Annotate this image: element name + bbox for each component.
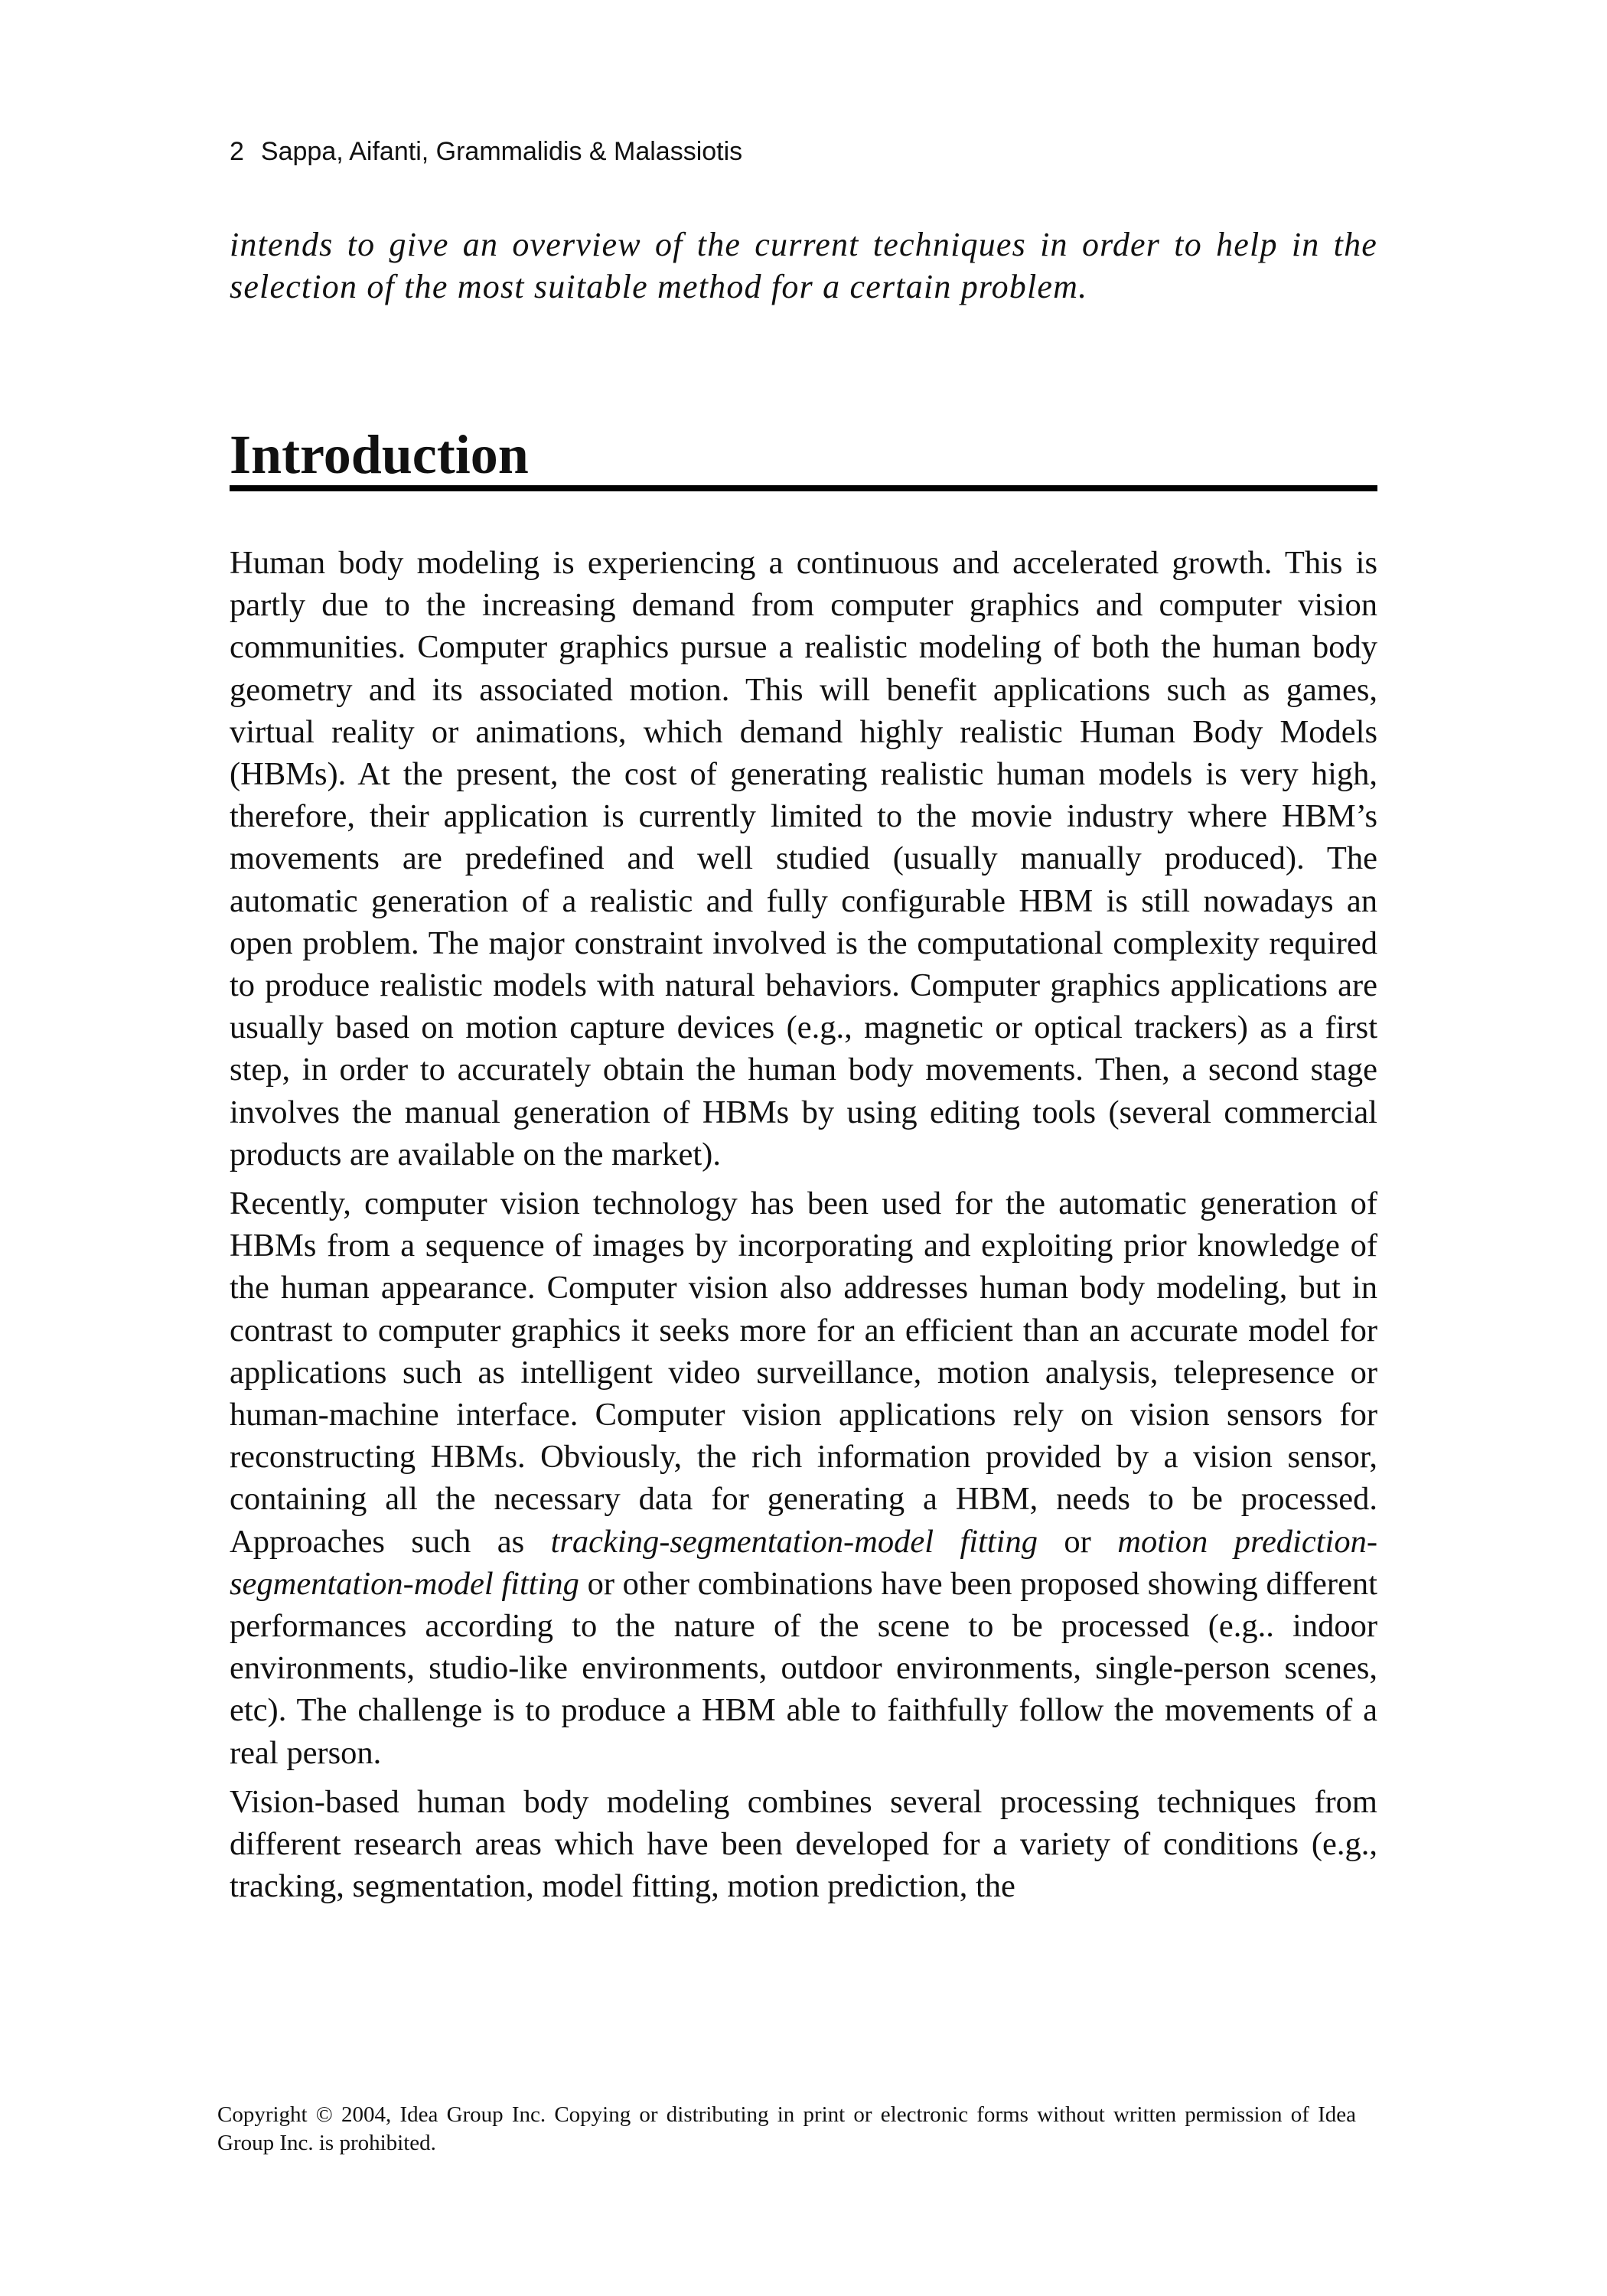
running-title: Sappa, Aifanti, Grammalidis & Malassiotis — [260, 137, 743, 166]
body-text — [230, 542, 1377, 1915]
running-head — [230, 135, 742, 168]
abstract-tail: intends to give an overview of the current techniques in order to help in the selection of the most suitable method for a certain problem. — [230, 226, 1377, 305]
page-number: 2 — [230, 137, 244, 166]
italic-term-1: tracking-segmentation-model fitting — [550, 1523, 1038, 1560]
paragraph-1: Human body modeling is experiencing a continuous and accelerated growth. This is partly due to the increasing demand from computer graphics and computer vision communities. Computer graphics pursue a realistic modeling of both the human body geometry and its associated motion. This will benefit applications such as games, virtual reality or animations, which demand highly realistic Human Body Models (HBMs). At the present, the cost of generating realistic human models is very high, therefore, their application is currently limited to the movie industry where HBM’s movements are predefined and well studied (usually manually produced). The automatic generation of a realistic and fully configurable HBM is still nowadays an open problem. The major constraint involved is the computational complexity required to produce realistic models with natural behaviors. Computer graphics applications are usually based on motion capture devices (e.g., magnetic or optical trackers) as a first step, in order to accurately obtain the human body movements. Then, a second stage involves the manual generation of HBMs by using editing tools (several commercial products are available on the market). — [230, 545, 1377, 1172]
paragraph-3: Vision-based human body modeling combines several processing techniques from different research areas which have been developed for a variety of conditions (e.g., tracking, segmentation, model fitting, motion prediction, the — [230, 1783, 1377, 1905]
paragraph-2-text-a: Recently, computer vision technology has been used for the automatic generation of HBMs from a sequence of images by incorporating and exploiting prior knowledge of the human appearance. Computer vision also addresses human body modeling, but in contrast to computer graphics it seeks more for an efficient than an accurate model for applications such as intelligent video surveillance, motion analysis, telepresence or human-machine interface. Computer vision applications rely on vision sensors for reconstructing HBMs. Obviously, the rich information provided by a vision sensor, containing all the necessary data for generating a HBM, needs to be processed. Approaches such as — [230, 1186, 1377, 1560]
copyright-notice: Copyright © 2004, Idea Group Inc. Copying or distributing in print or electronic forms without written permission of Idea Group Inc. is prohibited. — [217, 2102, 1356, 2155]
paragraph-2-text-c: or other combinations have been proposed showing different performances according to the nature of the scene to be processed (e.g.. indoor environments, studio-like environments, outdoor environments, single-person scenes, etc). The challenge is to produce a HBM able to faithfully follow the movements of a real person. — [230, 1565, 1377, 1771]
paragraph-2 — [230, 1182, 1377, 1774]
section-heading-introduction: Introduction — [230, 424, 529, 485]
paragraph-2-text-b: or — [1037, 1523, 1118, 1560]
heading-rule — [230, 485, 1377, 491]
italic-term-2: motion prediction-segmentation-model fitting — [230, 1523, 1378, 1602]
